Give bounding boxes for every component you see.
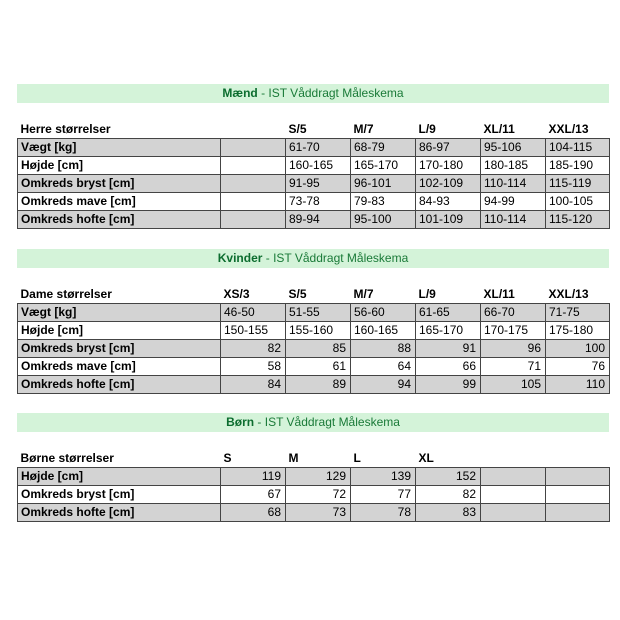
table-cell: 152 bbox=[416, 468, 481, 486]
table-row bbox=[18, 504, 610, 522]
table-cell bbox=[546, 468, 610, 486]
table-cell: 78 bbox=[351, 504, 416, 522]
size-column-header: L/9 bbox=[418, 122, 436, 136]
table-header-row bbox=[18, 286, 610, 304]
table-cell: 68 bbox=[221, 504, 286, 522]
men-size-table bbox=[17, 121, 610, 229]
table-cell: 105 bbox=[481, 376, 546, 394]
table-cell: 104-115 bbox=[546, 139, 610, 157]
table-cell bbox=[481, 468, 546, 486]
table-cell: 46-50 bbox=[221, 304, 286, 322]
table-cell: 68-79 bbox=[351, 139, 416, 157]
table-cell bbox=[221, 175, 286, 193]
table-row bbox=[18, 468, 610, 486]
table-cell: 72 bbox=[286, 486, 351, 504]
table-row bbox=[18, 139, 610, 157]
women-section-banner bbox=[17, 249, 609, 268]
row-label: Omkreds bryst [cm] bbox=[18, 175, 221, 193]
table-cell: 180-185 bbox=[481, 157, 546, 175]
size-column-header: XL bbox=[418, 451, 434, 465]
women-banner-title: Kvinder bbox=[217, 251, 263, 265]
row-label: Omkreds bryst [cm] bbox=[18, 486, 221, 504]
table-cell: 175-180 bbox=[546, 322, 610, 340]
table-cell: 64 bbox=[351, 358, 416, 376]
table-title: Herre størrelser bbox=[20, 122, 111, 136]
table-row bbox=[18, 211, 610, 229]
row-label: Højde [cm] bbox=[18, 468, 221, 486]
table-cell: 61 bbox=[286, 358, 351, 376]
men-section-banner bbox=[17, 84, 609, 103]
table-cell: 89 bbox=[286, 376, 351, 394]
children-banner-title: Børn bbox=[226, 415, 255, 429]
table-cell: 82 bbox=[416, 486, 481, 504]
size-column-header: M/7 bbox=[353, 287, 374, 301]
table-cell: 67 bbox=[221, 486, 286, 504]
table-cell: 95-106 bbox=[481, 139, 546, 157]
table-row bbox=[18, 486, 610, 504]
size-column-header bbox=[481, 450, 546, 468]
table-title: Børne størrelser bbox=[20, 451, 114, 465]
size-column-header: XL/11 bbox=[483, 122, 515, 136]
table-cell bbox=[221, 139, 286, 157]
table-cell bbox=[481, 486, 546, 504]
table-cell: 61-70 bbox=[286, 139, 351, 157]
table-cell: 155-160 bbox=[286, 322, 351, 340]
table-cell: 100-105 bbox=[546, 193, 610, 211]
table-cell: 129 bbox=[286, 468, 351, 486]
size-column-header: S/5 bbox=[288, 287, 307, 301]
table-cell: 83 bbox=[416, 504, 481, 522]
row-label: Omkreds bryst [cm] bbox=[18, 340, 221, 358]
children-section-banner bbox=[17, 413, 609, 432]
size-column-header: S bbox=[223, 451, 232, 465]
row-label: Omkreds mave [cm] bbox=[18, 358, 221, 376]
table-cell: 84 bbox=[221, 376, 286, 394]
table-cell: 170-180 bbox=[416, 157, 481, 175]
table-cell: 160-165 bbox=[351, 322, 416, 340]
table-cell bbox=[221, 157, 286, 175]
table-cell bbox=[481, 504, 546, 522]
table-cell: 66-70 bbox=[481, 304, 546, 322]
size-column-header: XL/11 bbox=[483, 287, 515, 301]
table-cell: 91-95 bbox=[286, 175, 351, 193]
table-cell: 96-101 bbox=[351, 175, 416, 193]
table-cell bbox=[546, 504, 610, 522]
table-cell bbox=[221, 211, 286, 229]
table-cell: 51-55 bbox=[286, 304, 351, 322]
table-cell: 71-75 bbox=[546, 304, 610, 322]
table-cell: 58 bbox=[221, 358, 286, 376]
table-cell: 139 bbox=[351, 468, 416, 486]
table-cell: 110-114 bbox=[481, 175, 546, 193]
table-cell: 88 bbox=[351, 340, 416, 358]
table-row bbox=[18, 376, 610, 394]
size-column-header bbox=[221, 121, 286, 139]
table-cell: 99 bbox=[416, 376, 481, 394]
size-column-header: S/5 bbox=[288, 122, 307, 136]
table-cell: 82 bbox=[221, 340, 286, 358]
table-cell: 100 bbox=[546, 340, 610, 358]
table-cell: 94 bbox=[351, 376, 416, 394]
table-row bbox=[18, 193, 610, 211]
table-cell bbox=[221, 193, 286, 211]
table-row bbox=[18, 157, 610, 175]
table-cell: 115-120 bbox=[546, 211, 610, 229]
table-cell: 86-97 bbox=[416, 139, 481, 157]
table-cell: 101-109 bbox=[416, 211, 481, 229]
size-column-header bbox=[546, 450, 610, 468]
size-column-header: L/9 bbox=[418, 287, 436, 301]
table-cell: 119 bbox=[221, 468, 286, 486]
table-cell: 79-83 bbox=[351, 193, 416, 211]
row-label: Omkreds hofte [cm] bbox=[18, 376, 221, 394]
table-cell: 96 bbox=[481, 340, 546, 358]
table-cell: 185-190 bbox=[546, 157, 610, 175]
table-row bbox=[18, 304, 610, 322]
size-column-header: M bbox=[288, 451, 299, 465]
row-label: Omkreds mave [cm] bbox=[18, 193, 221, 211]
table-cell: 84-93 bbox=[416, 193, 481, 211]
size-column-header: XS/3 bbox=[223, 287, 250, 301]
table-cell: 110-114 bbox=[481, 211, 546, 229]
table-cell: 110 bbox=[546, 376, 610, 394]
table-cell: 73 bbox=[286, 504, 351, 522]
table-row bbox=[18, 340, 610, 358]
row-label: Omkreds hofte [cm] bbox=[18, 211, 221, 229]
table-cell: 170-175 bbox=[481, 322, 546, 340]
table-cell: 77 bbox=[351, 486, 416, 504]
table-cell bbox=[546, 486, 610, 504]
table-cell: 61-65 bbox=[416, 304, 481, 322]
size-column-header: L bbox=[353, 451, 361, 465]
men-banner-title: Mænd bbox=[222, 86, 258, 100]
women-size-table bbox=[17, 286, 610, 394]
table-cell: 85 bbox=[286, 340, 351, 358]
row-label: Højde [cm] bbox=[18, 157, 221, 175]
table-cell: 95-100 bbox=[351, 211, 416, 229]
size-column-header: XXL/13 bbox=[548, 122, 589, 136]
table-header-row bbox=[18, 121, 610, 139]
table-header-row bbox=[18, 450, 610, 468]
row-label: Omkreds hofte [cm] bbox=[18, 504, 221, 522]
row-label: Højde [cm] bbox=[18, 322, 221, 340]
women-banner-subtitle: - IST Våddragt Måleskema bbox=[262, 251, 409, 265]
table-cell: 94-99 bbox=[481, 193, 546, 211]
table-cell: 89-94 bbox=[286, 211, 351, 229]
table-cell: 165-170 bbox=[351, 157, 416, 175]
table-row bbox=[18, 358, 610, 376]
table-cell: 71 bbox=[481, 358, 546, 376]
table-row bbox=[18, 322, 610, 340]
table-title: Dame størrelser bbox=[20, 287, 112, 301]
table-row bbox=[18, 175, 610, 193]
row-label: Vægt [kg] bbox=[18, 139, 221, 157]
table-cell: 160-165 bbox=[286, 157, 351, 175]
table-cell: 56-60 bbox=[351, 304, 416, 322]
size-column-header: M/7 bbox=[353, 122, 374, 136]
row-label: Vægt [kg] bbox=[18, 304, 221, 322]
table-cell: 73-78 bbox=[286, 193, 351, 211]
table-cell: 76 bbox=[546, 358, 610, 376]
size-column-header: XXL/13 bbox=[548, 287, 589, 301]
table-cell: 150-155 bbox=[221, 322, 286, 340]
table-cell: 165-170 bbox=[416, 322, 481, 340]
children-size-table bbox=[17, 450, 610, 522]
men-banner-subtitle: - IST Våddragt Måleskema bbox=[257, 86, 404, 100]
table-cell: 66 bbox=[416, 358, 481, 376]
children-banner-subtitle: - IST Våddragt Måleskema bbox=[254, 415, 400, 429]
table-cell: 102-109 bbox=[416, 175, 481, 193]
table-cell: 91 bbox=[416, 340, 481, 358]
table-cell: 115-119 bbox=[546, 175, 610, 193]
